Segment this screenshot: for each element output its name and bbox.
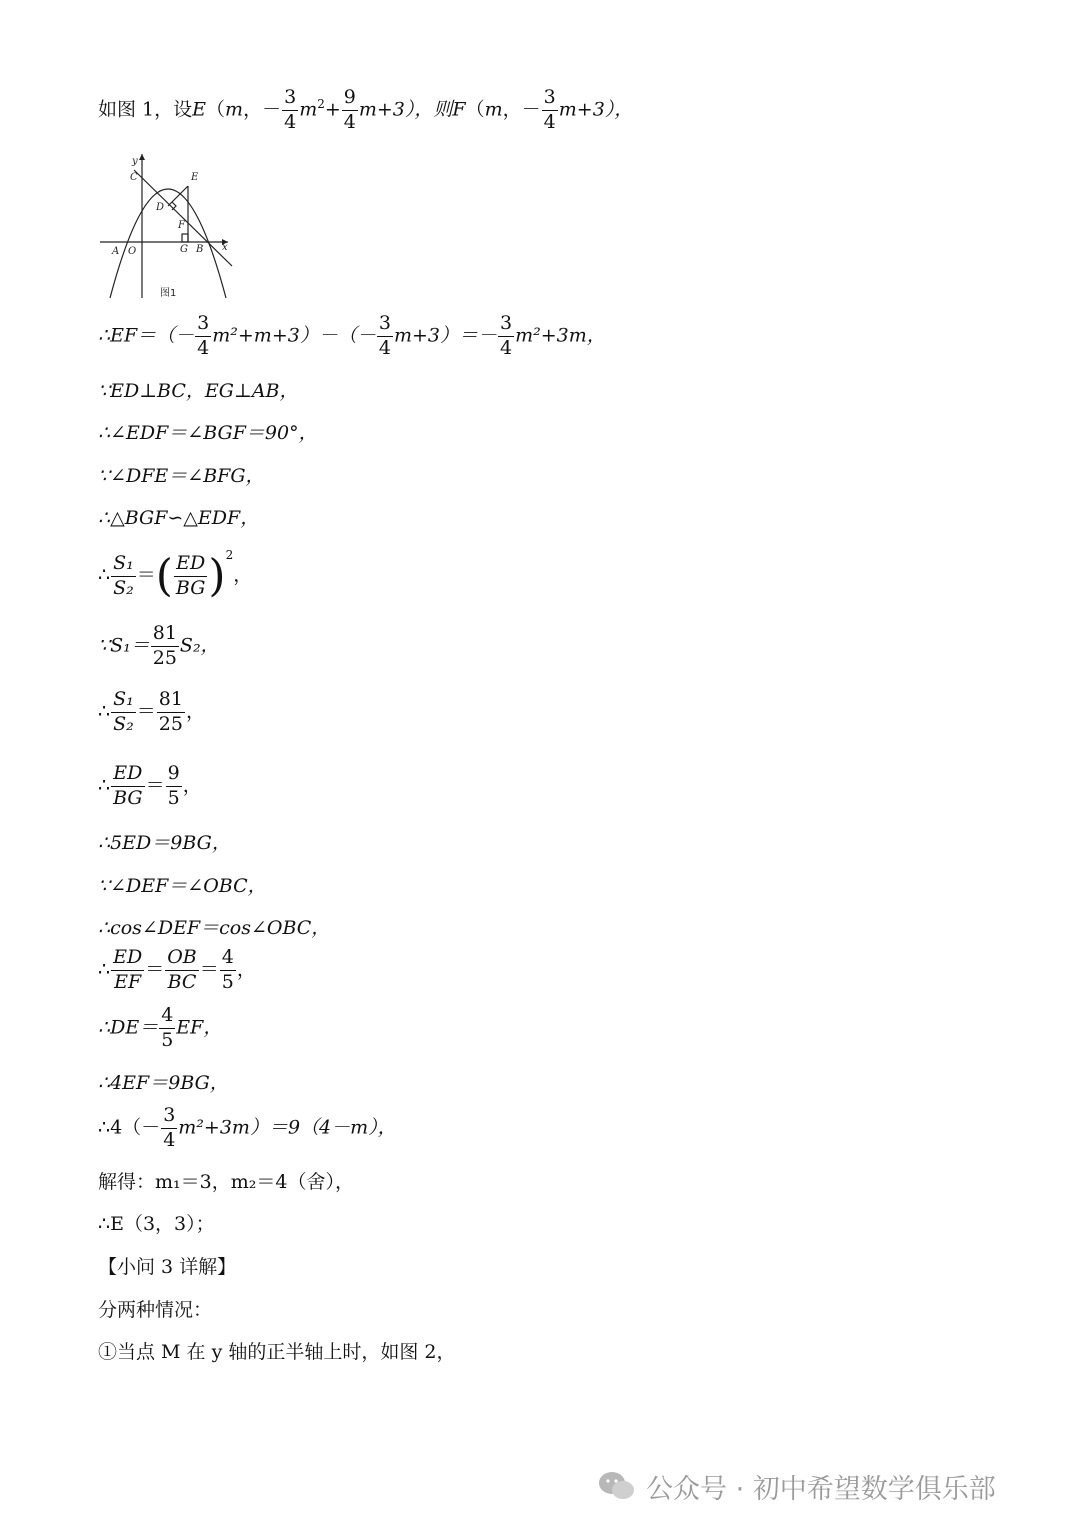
label-O: O xyxy=(128,246,137,257)
numerator: 3 xyxy=(195,314,211,337)
var-E: E xyxy=(192,98,207,121)
fraction xyxy=(161,1106,177,1151)
text: EF， xyxy=(176,1016,223,1039)
text: ＝ xyxy=(136,564,156,586)
watermark-text: 公众号 · 初中希望数学俱乐部 xyxy=(646,1473,996,1505)
numerator: 3 xyxy=(282,88,298,111)
denominator: BC xyxy=(167,970,197,993)
fraction xyxy=(151,624,179,669)
numerator: ED xyxy=(111,764,145,787)
denominator: S₂ xyxy=(113,712,134,735)
text: － xyxy=(262,98,282,121)
fraction xyxy=(111,690,136,735)
right-angle-g xyxy=(182,234,188,242)
denominator: 4 xyxy=(378,336,391,359)
step-13 xyxy=(98,948,256,993)
figure-1-parabola-diagram xyxy=(98,150,248,302)
step-14 xyxy=(98,1006,222,1051)
wechat-icon xyxy=(598,1470,636,1502)
denominator: BG xyxy=(113,786,143,809)
fraction xyxy=(166,764,182,809)
denominator: 5 xyxy=(221,970,234,993)
text: ， xyxy=(502,98,522,121)
text: m²+3m）＝9（4－m）， xyxy=(178,1116,397,1139)
label-C: C xyxy=(130,172,138,183)
fraction xyxy=(174,551,208,599)
text: ， xyxy=(185,700,205,723)
denominator: EF xyxy=(114,970,142,993)
text: ＝ xyxy=(199,958,219,981)
var-m: m xyxy=(484,98,503,121)
numerator: 9 xyxy=(342,88,358,111)
text: ＝ xyxy=(145,774,165,797)
fraction xyxy=(157,690,185,735)
step-6: ∴ $\frac{\text{S₁}}{\text{S₂}}$ ＝( $\frac{ED}{BG}$ )$^2$， xyxy=(98,548,253,602)
numerator: 3 xyxy=(542,88,558,111)
numerator: 3 xyxy=(161,1106,177,1129)
watermark xyxy=(598,1466,1058,1506)
step-2: ∵ED⊥BC，EG⊥AB， xyxy=(98,380,299,402)
denominator: S₂ xyxy=(113,576,134,599)
numerator: 81 xyxy=(157,690,185,713)
label-D: D xyxy=(156,202,165,213)
text: 如图 1，设 xyxy=(98,98,193,121)
text: ∴ xyxy=(98,774,111,797)
step-7 xyxy=(98,624,220,669)
denominator: BG xyxy=(175,576,206,599)
fraction xyxy=(165,948,199,993)
text: m+3）， xyxy=(558,98,634,121)
fraction xyxy=(220,948,236,993)
text: m²+3m， xyxy=(515,324,606,347)
numerator: 3 xyxy=(377,314,393,337)
var-m: m xyxy=(299,98,318,121)
text: m+3）＝－ xyxy=(393,324,497,347)
text: ＝ xyxy=(145,958,165,981)
step-11: ∵∠DEF＝∠OBC， xyxy=(98,875,267,897)
numerator: 4 xyxy=(159,1006,175,1029)
step-18: ∴E（3，3）； xyxy=(98,1213,215,1235)
line-1 xyxy=(98,88,633,133)
denominator: 25 xyxy=(152,646,177,669)
denominator: 4 xyxy=(343,110,356,133)
fraction xyxy=(282,88,298,133)
exponent: 2 xyxy=(225,548,234,562)
text: ， xyxy=(182,774,202,797)
text: ， xyxy=(233,564,253,586)
fraction xyxy=(111,551,136,599)
var-F: F xyxy=(452,98,466,121)
right-angle-d xyxy=(172,202,176,210)
step-1 xyxy=(98,314,606,359)
label-G: G xyxy=(180,244,188,255)
fraction xyxy=(542,88,558,133)
step-12: ∴cos∠DEF＝cos∠OBC， xyxy=(98,917,331,939)
text: （ xyxy=(206,98,226,121)
numerator: ED xyxy=(111,948,144,971)
step-21: ①当点 M 在 y 轴的正半轴上时，如图 2， xyxy=(98,1341,456,1363)
section-heading: 【小问 3 详解】 xyxy=(98,1256,237,1278)
text: S₂， xyxy=(179,634,220,657)
step-8 xyxy=(98,690,205,735)
text: － xyxy=(521,98,541,121)
text: ， xyxy=(243,98,263,121)
denominator: 5 xyxy=(167,786,180,809)
text: ∴ xyxy=(98,958,111,981)
step-17: 解得：m₁＝3，m₂＝4（舍）， xyxy=(98,1171,354,1193)
figure-caption: 图1 xyxy=(160,288,177,299)
numerator: ED xyxy=(174,554,208,577)
step-4: ∵∠DFE＝∠BFG， xyxy=(98,465,265,487)
exponent: 2 xyxy=(317,97,325,112)
numerator: S₁ xyxy=(111,690,136,713)
numerator: OB xyxy=(165,948,199,971)
denominator: 4 xyxy=(197,336,210,359)
numerator: 81 xyxy=(151,624,179,647)
text: ＝ xyxy=(136,700,156,723)
text: + xyxy=(324,98,341,121)
step-9 xyxy=(98,764,202,809)
label-A: A xyxy=(112,246,120,257)
numerator: 3 xyxy=(498,314,514,337)
fraction xyxy=(498,314,514,359)
y-arrow xyxy=(139,154,145,160)
label-y: y xyxy=(132,156,138,167)
var-m: m xyxy=(225,98,244,121)
step-10: ∴5ED＝9BG， xyxy=(98,832,231,854)
text: m²+m+3）－（－ xyxy=(212,324,376,347)
text: ， xyxy=(236,958,256,981)
fraction xyxy=(342,88,358,133)
numerator: 9 xyxy=(166,764,182,787)
denominator: 25 xyxy=(158,712,183,735)
denominator: 4 xyxy=(284,110,297,133)
text: （ xyxy=(465,98,485,121)
fraction xyxy=(111,948,144,993)
label-B: B xyxy=(196,244,204,255)
step-20: 分两种情况： xyxy=(98,1299,213,1321)
text: m+3），则 xyxy=(358,98,453,121)
text: ∴DE＝ xyxy=(98,1016,159,1039)
text: ∴ xyxy=(98,564,111,586)
fraction xyxy=(111,764,145,809)
text: ∴ xyxy=(98,700,111,723)
step-15: ∴4EF＝9BG， xyxy=(98,1072,229,1094)
fraction xyxy=(159,1006,175,1051)
step-16 xyxy=(98,1106,397,1151)
text: ∵S₁＝ xyxy=(98,634,150,657)
numerator: S₁ xyxy=(111,554,136,577)
denominator: 5 xyxy=(161,1028,174,1051)
label-F: F xyxy=(178,220,185,231)
fraction xyxy=(195,314,211,359)
text: ∴4（－ xyxy=(98,1116,161,1139)
denominator: 4 xyxy=(543,110,556,133)
numerator: 4 xyxy=(220,948,236,971)
denominator: 4 xyxy=(163,1128,176,1151)
text: ∴EF＝（－ xyxy=(98,324,195,347)
denominator: 4 xyxy=(499,336,513,359)
step-5: ∴△BGF∽△EDF， xyxy=(98,507,260,529)
step-3: ∴∠EDF＝∠BGF＝90°， xyxy=(98,422,318,444)
label-x: x xyxy=(222,242,228,253)
fraction xyxy=(377,314,393,359)
label-E: E xyxy=(191,172,199,183)
